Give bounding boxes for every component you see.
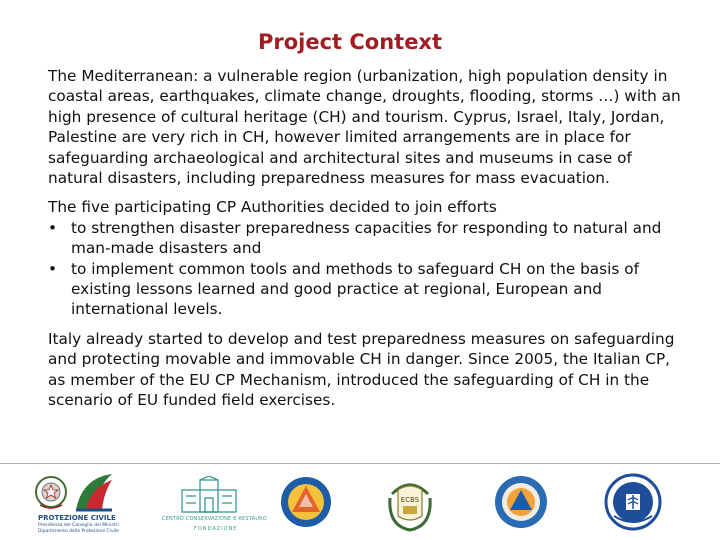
civil-defence-emblem-icon — [280, 474, 332, 530]
partner-logos-bar — [0, 466, 720, 540]
protezione-civile-logo-icon — [72, 470, 116, 514]
venaria-palace-icon — [176, 476, 242, 514]
bullet-item — [48, 259, 688, 320]
slide-title: Project Context — [257, 30, 443, 54]
civil-defence-emblem-icon — [494, 474, 548, 530]
protezione-civile-line1: Presidenza del Consiglio dei Ministri — [38, 523, 119, 528]
paragraph-context: The Mediterranean: a vulnerable region (urbanization, high population density in coastal areas, earthquakes, climate change, droughts, flooding, storms …) with an high presence of cultural heritage (CH) and tourism. Cyprus, Israel, Italy, Jordan, Palestine are very rich in CH, however limited arrangements are in place for safeguarding archaeological and architectural sites and museums in case of natural disasters, including preparedness measures for mass evacuation. — [48, 67, 681, 188]
ecbs-crest-icon — [382, 472, 438, 532]
venaria-name: CENTRO CONSERVAZIONE E RESTAURO — [162, 516, 267, 522]
footer-divider — [0, 463, 720, 464]
svg-text:ECBS: ECBS — [400, 496, 420, 504]
italian-republic-emblem-icon — [34, 472, 68, 512]
slide-body — [48, 66, 688, 420]
bullet-text: to strengthen disaster preparedness capacities for responding to natural and man-made disasters and — [71, 218, 662, 258]
efforts-bullet-list — [48, 218, 688, 320]
bullet-icon: • — [48, 218, 58, 237]
paragraph-italy: Italy already started to develop and test preparedness measures on safeguarding and protecting movable and immovable CH in danger. Since 2005, the Italian CP, as member of the EU CP Mechanism, introduced the safeguarding of CH in the scenario of EU funded field exercises. — [48, 329, 675, 410]
bullet-icon: • — [48, 259, 58, 278]
bullet-item — [48, 218, 688, 259]
efforts-intro: The five participating CP Authorities decided to join efforts — [48, 198, 497, 217]
venaria-foundation: FONDAZIONE — [194, 526, 238, 532]
israel-emblem-icon — [604, 472, 662, 532]
protezione-civile-name: PROTEZIONE CIVILE — [38, 514, 116, 522]
protezione-civile-line2: Dipartimento della Protezione Civile — [38, 529, 119, 534]
paragraph-efforts — [48, 197, 688, 319]
bullet-text: to implement common tools and methods to safeguard CH on the basis of existing lessons learned and good practice at regional, European and international levels. — [71, 259, 639, 319]
